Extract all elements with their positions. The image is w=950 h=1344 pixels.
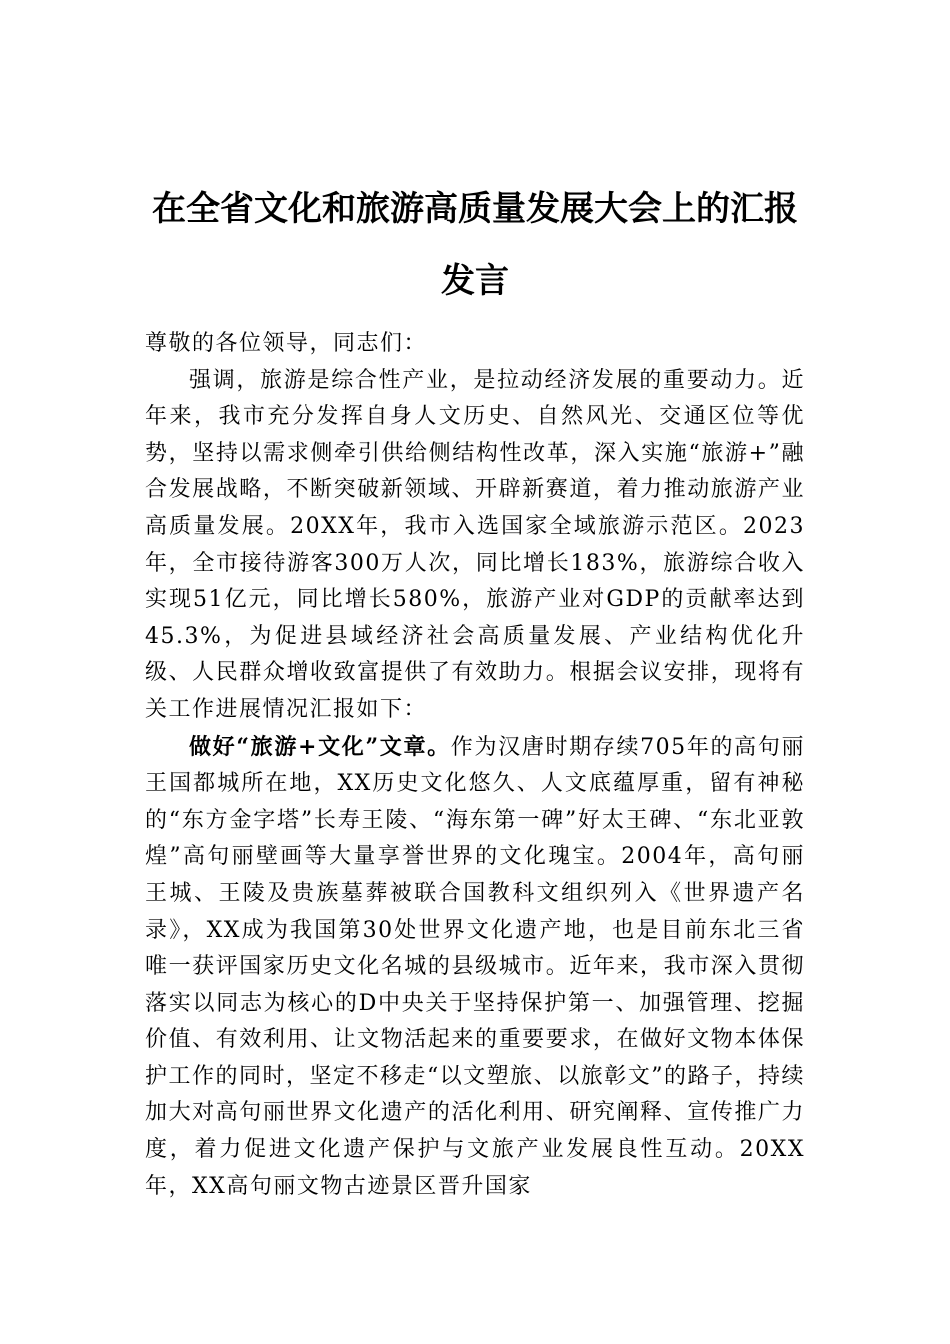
document-body: [145, 326, 805, 1205]
document-title: 在全省文化和旅游高质量发展大会上的汇报发言: [152, 188, 798, 301]
paragraph-culture-heading: 做好“旅游+文化”文章。: [189, 733, 451, 760]
paragraph-intro: [145, 363, 805, 729]
salutation: 尊敬的各位领导，同志们：: [145, 331, 428, 356]
paragraph-intro-text: 强调，旅游是综合性产业，是拉动经济发展的重要动力。近年来，我市充分发挥自身人文历史、自然风光、交通区位等优势，坚持以需求侧牵引供给侧结构性改革，深入实施“旅游+”融合发展战略，不断突破新领域、开辟新赛道，着力推动旅游产业高质量发展。20XX年，我市入选国家全域旅游示范区。2023年，全市接待游客300万人次，同比增长183%，旅游综合收入实现51亿元，同比增长580%，旅游产业对GDP的贡献率达到45.3%，为促进县域经济社会高质量发展、产业结构优化升级、人民群众增收致富提供了有效助力。根据会议安排，现将有关工作进展情况汇报如下：: [145, 367, 805, 722]
paragraph-culture: [145, 729, 805, 1206]
paragraph-culture-text: 作为汉唐时期存续705年的高句丽王国都城所在地，XX历史文化悠久、人文底蕴厚重，留有神秘的“东方金字塔”长寿王陵、“海东第一碑”好太王碑、“东北亚敦煌”高句丽壁画等大量享誉世界的文化瑰宝。2004年，高句丽王城、王陵及贵族墓葬被联合国教科文组织列入《世界遗产名录》，XX成为我国第30处世界文化遗产地，也是目前东北三省唯一获评国家历史文化名城的县级城市。近年来，我市深入贯彻落实以同志为核心的D中央关于坚持保护第一、加强管理、挖掘价值、有效利用、让文物活起来的重要要求，在做好文物本体保护工作的同时，坚定不移走“以文塑旅、以旅彰文”的路子，持续加大对高句丽世界文化遗产的活化利用、研究阐释、宣传推广力度，着力促进文化遗产保护与文旅产业发展良性互动。20XX年，XX高句丽文物古迹景区晋升国家: [145, 734, 805, 1199]
